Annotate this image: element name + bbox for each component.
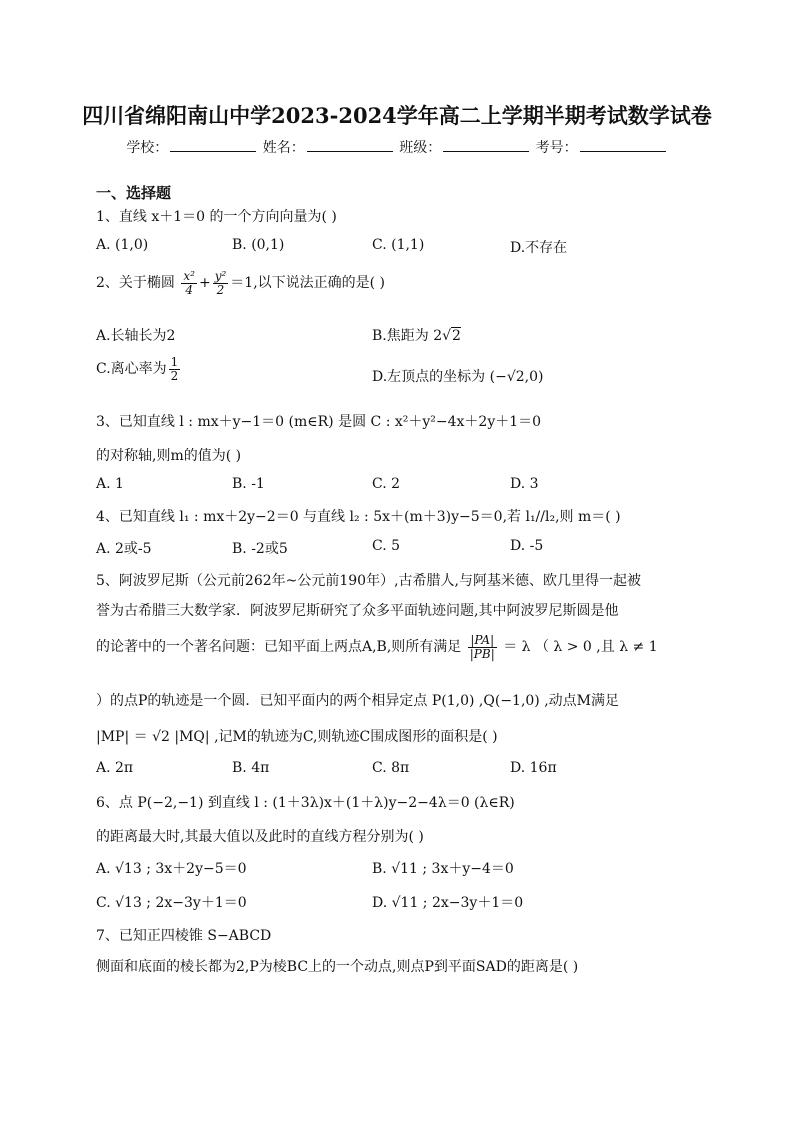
- q6-stem-line2: 的距离最大时,其最大值以及此时的直线方程分别为( ): [96, 829, 424, 845]
- q2-plus: +: [198, 275, 211, 292]
- q5-option-a: A. 2π: [96, 760, 134, 776]
- q5-option-d: D. 16π: [510, 760, 557, 776]
- q4-option-d: D. -5: [510, 538, 544, 554]
- q5-line2: 誉为古希腊三大数学家．阿波罗尼斯研究了众多平面轨迹问题,其中阿波罗尼斯圆是他: [96, 603, 619, 619]
- section-heading: 一、选择题: [96, 184, 172, 202]
- q2-option-b: [372, 325, 461, 345]
- q6-option-b: B. √11 ; 3x＋y−4＝0: [372, 861, 514, 877]
- q2-option-a: A.长轴长为2: [96, 328, 176, 344]
- q2-frac-y-den: 2: [216, 282, 225, 297]
- q1-option-a: A. (1,0): [96, 237, 149, 253]
- q6-option-c: C. √13 ; 2x−3y＋1＝0: [96, 895, 247, 911]
- q4-option-b: B. -2或5: [232, 541, 288, 557]
- q1-stem: 1、直线 x＋1＝0 的一个方向向量为( ): [96, 209, 337, 225]
- q7-stem-line1: 7、已知正四棱锥 S−ABCD: [96, 928, 272, 944]
- q2-option-b-pre: B.焦距为 2: [372, 328, 443, 344]
- q2-stem-post: ＝1,以下说法正确的是( ): [230, 275, 386, 292]
- q3-option-a: A. 1: [96, 476, 124, 492]
- q5-line1: 5、阿波罗尼斯（公元前262年~公元前190年）,古希腊人,与阿基米德、欧几里得一起被: [96, 573, 641, 589]
- q1-option-b: B. (0,1): [232, 237, 285, 253]
- q2-option-d: D.左顶点的坐标为 (−√2,0): [372, 369, 544, 385]
- page-title: 四川省绵阳南山中学2023-2024学年高二上学期半期考试数学试卷: [82, 103, 712, 128]
- q2-stem-pre: 2、关于椭圆: [96, 275, 175, 292]
- q2-option-c: [96, 356, 182, 382]
- q4-option-c: C. 5: [372, 538, 401, 554]
- q5-option-b: B. 4π: [232, 760, 270, 776]
- q4-stem: 4、已知直线 l₁ : mx＋2y−2＝0 与直线 l₂ : 5x＋(m＋3)y−5＝0,若 l₁//l₂,则 m＝( ): [96, 509, 621, 525]
- q2-option-c-fraction: [169, 356, 181, 382]
- q3-option-b: B. -1: [232, 476, 265, 492]
- q5-line3-post: ＝ λ （ λ > 0 ,且 λ ≠ 1: [503, 639, 658, 656]
- exam-no-label: 考号：: [535, 140, 578, 156]
- q5-line3: [96, 634, 658, 660]
- q5-ratio-num: |PA|: [468, 634, 497, 648]
- q3-stem-line1: 3、已知直线 l : mx＋y−1＝0 (m∈R) 是圆 C : x²＋y²−4x＋2y＋1＝0: [96, 414, 542, 430]
- student-info-line: [0, 137, 794, 157]
- q5-line5: |MP| ＝ √2 |MQ| ,记M的轨迹为C,则轨迹C围成图形的面积是( ): [96, 729, 498, 745]
- exam-no-blank: [580, 139, 666, 152]
- q2-c-num: 1: [170, 355, 179, 369]
- q2-fraction-y: [213, 270, 229, 296]
- q3-stem-line2: 的对称轴,则m的值为( ): [96, 448, 242, 464]
- q6-option-a: A. √13 ; 3x＋2y−5＝0: [96, 861, 247, 877]
- q2-fraction-x: [181, 270, 197, 296]
- name-label: 姓名：: [262, 140, 305, 156]
- q2-c-den: 2: [170, 368, 179, 383]
- q4-option-a: A. 2或-5: [96, 541, 152, 557]
- q1-option-c: C. (1,1): [372, 237, 425, 253]
- q7-stem-line2: 侧面和底面的棱长都为2,P为棱BC上的一个动点,则点P到平面SAD的距离是( ): [96, 959, 579, 975]
- q5-ratio-den: |PB|: [469, 646, 495, 661]
- class-blank: [443, 139, 529, 152]
- q2-frac-x-num: x²: [183, 269, 195, 283]
- q6-stem-line1: 6、点 P(−2,−1) 到直线 l : (1＋3λ)x＋(1＋λ)y−2−4λ＝0 (λ∈R): [96, 795, 515, 811]
- q6-option-d: D. √11 ; 2x−3y＋1＝0: [372, 895, 524, 911]
- q2-stem: [96, 270, 385, 296]
- q2-frac-x-den: 4: [185, 282, 193, 297]
- q3-option-d: D. 3: [510, 476, 539, 492]
- q3-option-c: C. 2: [372, 476, 401, 492]
- q2-frac-y-num: y²: [214, 269, 227, 283]
- sqrt-icon: √: [442, 328, 452, 344]
- school-label: 学校：: [126, 140, 169, 156]
- q2-option-b-radicand: 2: [452, 328, 461, 344]
- q2-option-c-pre: C.离心率为: [96, 361, 167, 378]
- name-blank: [307, 139, 393, 152]
- q5-ratio-fraction: [468, 634, 497, 660]
- q5-line3-pre: 的论著中的一个著名问题：已知平面上两点A,B,则所有满足: [96, 639, 462, 656]
- q5-option-c: C. 8π: [372, 760, 410, 776]
- school-blank: [170, 139, 256, 152]
- q1-option-d: D.不存在: [510, 240, 568, 256]
- q5-line4: ）的点P的轨迹是一个圆．已知平面内的两个相异定点 P(1,0) ,Q(−1,0) ,动点M满足: [96, 693, 620, 709]
- class-label: 班级：: [399, 140, 442, 156]
